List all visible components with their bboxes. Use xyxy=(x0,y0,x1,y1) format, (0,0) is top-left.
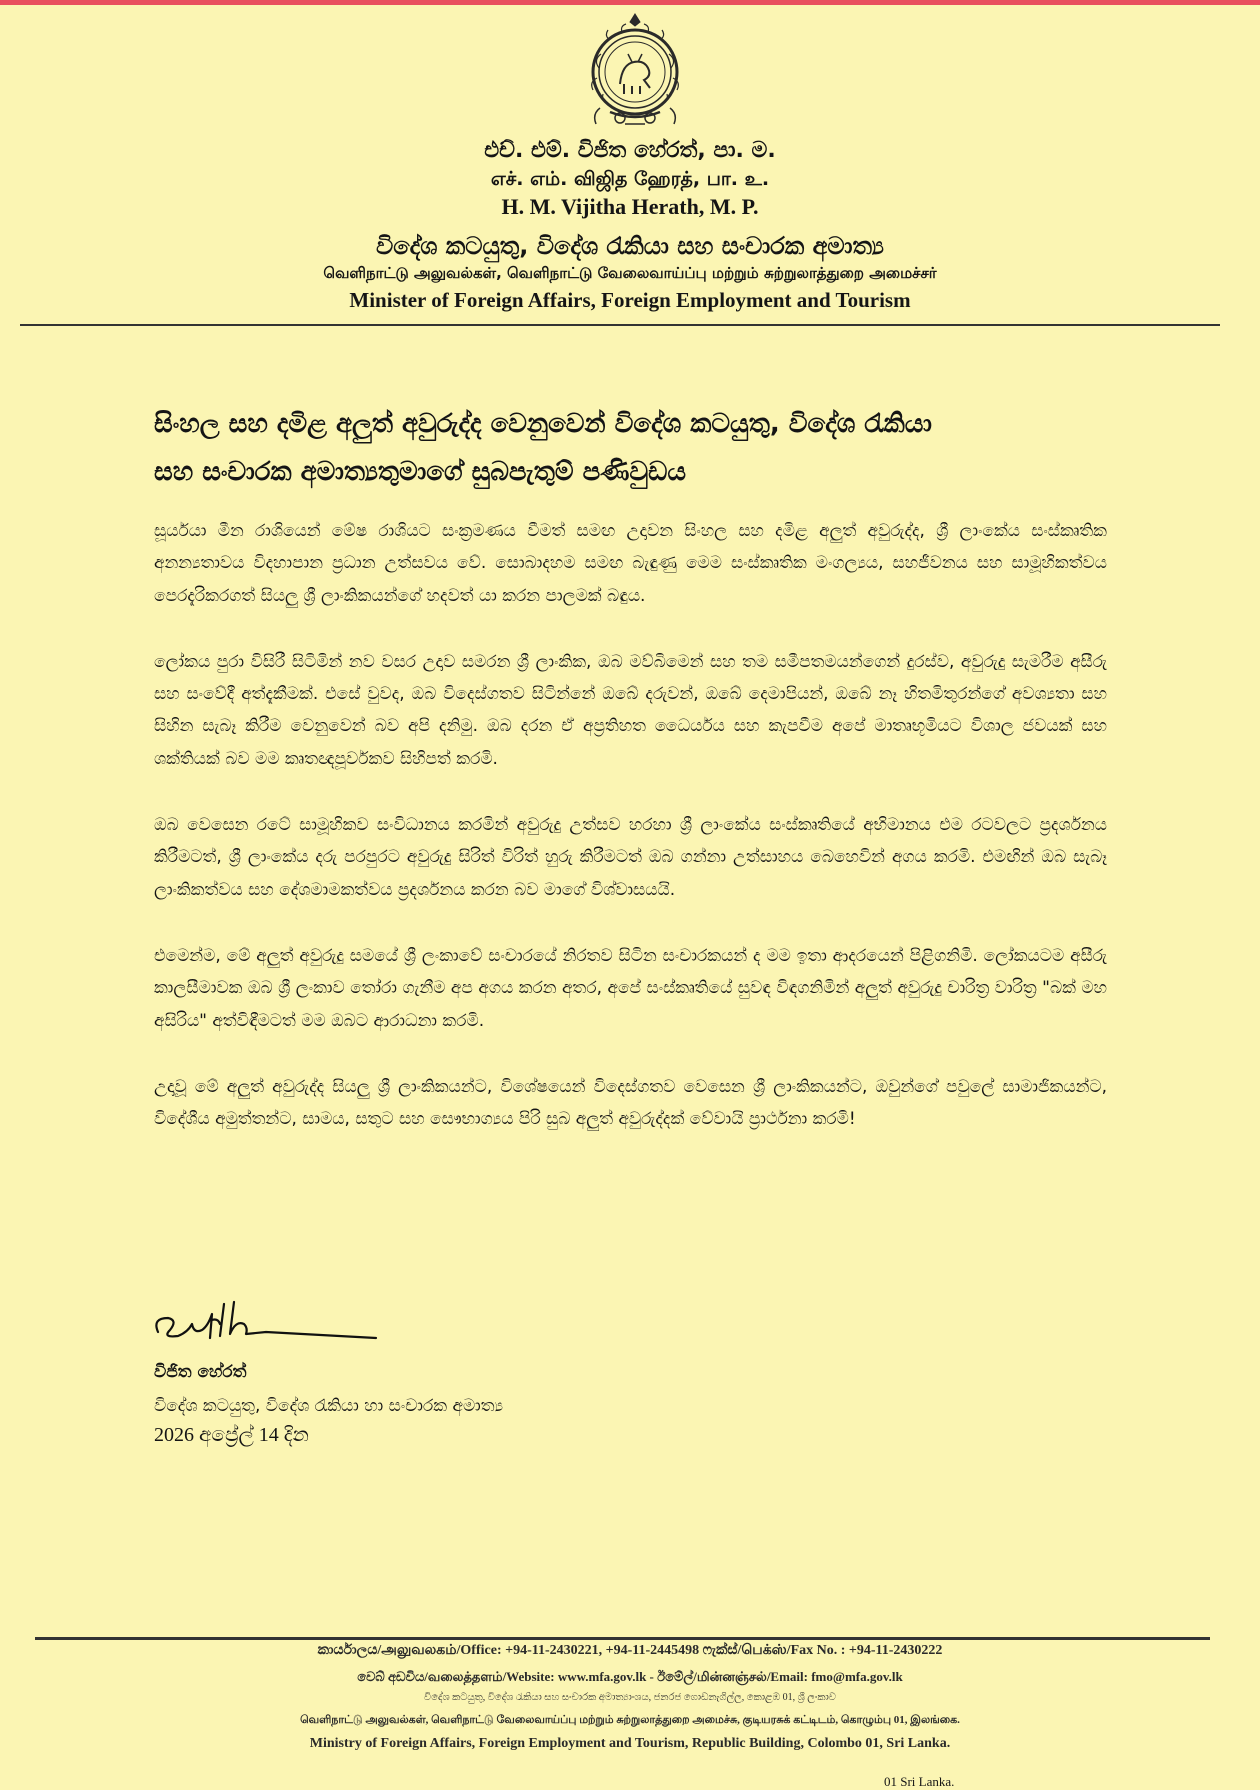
page-mark: 01 Sri Lanka. xyxy=(884,1774,955,1789)
footer-web-email-line: වෙබ් අඩවිය/வலைத்தளம்/Website: www.mfa.gov.lk - ඊමේල්/மின்னஞ்சல்/Email: fmo@mfa.gov.lk xyxy=(357,1669,903,1684)
handwritten-signature xyxy=(150,1294,390,1354)
paragraph-5: උදාවූ මේ අලුත් අවුරුද්ද සියලු ශ්‍රී ලාංකිකයන්ට, විශේෂයෙන් විදෙස්ගතව වෙසෙන ශ්‍රී ලාංකිකයන්ට, ඔවුන්ගේ පවුලේ සාමාජිකයන්ට, විදේශීය අමුත්තන්ට, සාමය, සතුට සහ සෞභාග්‍යය පිරි සුබ අලුත් අවුරුද්දක් වේවායි ප්‍රාර්ථනා කරමි! xyxy=(154,1076,1107,1130)
sri-lanka-emblem-icon xyxy=(580,12,690,130)
minister-title-english: Minister of Foreign Affairs, Foreign Employment and Tourism xyxy=(349,288,911,312)
minister-name-tamil: எச். எம். விஜித ஹேரத், பா. உ. xyxy=(490,168,770,190)
header-divider xyxy=(20,324,1220,326)
top-color-strip xyxy=(0,0,1260,5)
letter-date: 2026 අප්‍රේල් 14 දින xyxy=(154,1424,309,1446)
footer-phone-line: කාර්යාලය/அலுவலகம்/Office: +94-11-2430221, +94-11-2445498 ෆැක්ස්/பெக்ஸ்/Fax No. : +94-11-2430222 xyxy=(317,1643,943,1658)
minister-title-tamil: வெளிநாட்டு அலுவல்கள், வெளிநாட்டு வேலைவாய்ப்பு மற்றும் சுற்றுலாத்துறை அமைச்சர் xyxy=(323,264,937,282)
footer-address-english: Ministry of Foreign Affairs, Foreign Employment and Tourism, Republic Building, Colombo 01, Sri Lanka. xyxy=(309,1736,951,1751)
letterhead xyxy=(0,138,1260,316)
footer-divider xyxy=(35,1637,1210,1640)
footer-address-sinhala: විදේශ කටයුතු, විදේශ රැකියා සහ සංචාරක අමාත්‍යාංශය, ජනරජ ගොඩනැගිල්ල, කොළඹ 01, ශ්‍රී ලංකාව xyxy=(424,1692,836,1703)
paragraph-3: ඔබ වෙසෙන රටේ සාමූහිකව සංවිධානය කරමින් අවුරුදු උත්සව හරහා ශ්‍රී ලාංකේය සංස්කෘතියේ අභිමානය එම රටවලට ප්‍රදර්ශනය කිරීමටත්, ශ්‍රී ලාංකේය දරු පරපුරට අවුරුදු සිරිත් විරිත් හුරු කිරීමටත් ඔබ ගන්නා උත්සාහය බෙහෙවින් අගය කරමි. එමඟින් ඔබ සැබෑ ලාංකිකත්වය සහ දේශමාමකත්වය ප්‍රදර්ශනය කරන බව මාගේ විශ්වාසයයි. xyxy=(154,815,1107,900)
minister-name-english: H. M. Vijitha Herath, M. P. xyxy=(501,194,759,219)
minister-title-sinhala: විදේශ කටයුතු, විදේශ රැකියා සහ සංචාරක අමාත්‍ය xyxy=(376,232,884,260)
document-title-line-1: සිංහල සහ දමිළ අලුත් අවුරුද්ද වෙනුවෙන් විදේශ කටයුතු, විදේශ රැකියා xyxy=(154,409,932,439)
signatory-title: විදේශ කටයුතු, විදේශ රැකියා හා සංචාරක අමාත්‍ය xyxy=(154,1396,504,1416)
document-title xyxy=(154,400,1114,496)
message-body xyxy=(154,515,1107,1169)
footer-address-tamil: வெளிநாட்டு அலுவல்கள், வெளிநாட்டு வேலைவாய்ப்பு மற்றும் சுற்றுலாத்துறை அமைச்சு, குடியரசுக் கட்டிடம், கொழும்பு 01, இலங்கை. xyxy=(300,1714,960,1726)
minister-name-sinhala: එච්. එම්. විජිත හේරත්, පා. ම. xyxy=(484,138,776,163)
letter-footer xyxy=(0,1643,1260,1758)
paragraph-2: ලෝකය පුරා විසිරී සිටිමින් නව වසර උදාව සමරන ශ්‍රී ලාංකික, ඔබ මව්බිමෙන් සහ තම සමීපතමයන්ගෙන් දුරස්ව, අවුරුදු සැමරීම අසීරු සහ සංවේදී අත්දැකීමක්. එසේ වුවද, ඔබ විදෙස්ගතව සිටින්නේ ඔබේ දරුවන්, ඔබේ දෙමාපියන්, ඔබේ නෑ හිතමිතුරන්ගේ අවශ්‍යතා සහ සිහින සැබෑ කිරීම වෙනුවෙන් බව අපි දනිමු. ඔබ දරන ඒ අප්‍රතිහත ධෛර්යය සහ කැපවීම අපේ මාතෘභූමියට විශාල ජවයක් සහ ශක්තියක් බව මම කෘතඥපූර්වකව සිහිපත් කරමි. xyxy=(154,651,1107,769)
signatory-name: විජිත හේරත් xyxy=(154,1362,247,1382)
paragraph-1: සූර්යයා මීන රාශියෙන් මේෂ රාශියට සංක්‍රමණය වීමත් සමඟ උදාවන සිංහල සහ දමිළ අලුත් අවුරුද්ද, ශ්‍රී ලාංකේය සංස්කෘතික අනන්‍යතාවය විදහාපාන ප්‍රධාන උත්සවය වේ. සොබාදහම සමඟ බැඳුණු මෙම සංස්කෘතික මංගල්‍යය, සහජීවනය සහ සාමූහිකත්වය පෙරදැරිකරගත් සියලු ශ්‍රී ලාංකිකයන්ගේ හදවත් යා කරන පාලමක් බඳුය. xyxy=(154,521,1107,606)
document-title-line-2: සහ සංචාරක අමාත්‍යතුමාගේ සුබපැතුම් පණිවුඩය xyxy=(154,457,687,487)
paragraph-4: එමෙන්ම, මේ අලුත් අවුරුදු සමයේ ශ්‍රී ලංකාවේ සංචාරයේ නිරතව සිටින සංචාරකයන් ද මම ඉතා ආදරයෙන් පිළිගනිමි. ලෝකයටම අසීරු කාලසීමාවක ඔබ ශ්‍රී ලංකාව තෝරා ගැනීම අප අගය කරන අතර, අපේ සංස්කෘතියේ සුවඳ විඳගනිමින් අලුත් අවුරුදු චාරිත්‍ර වාරිත්‍ර "බක් මහ අසිරිය" අත්විඳීමටත් මම ඔබට ආරාධනා කරමි. xyxy=(154,945,1107,1031)
